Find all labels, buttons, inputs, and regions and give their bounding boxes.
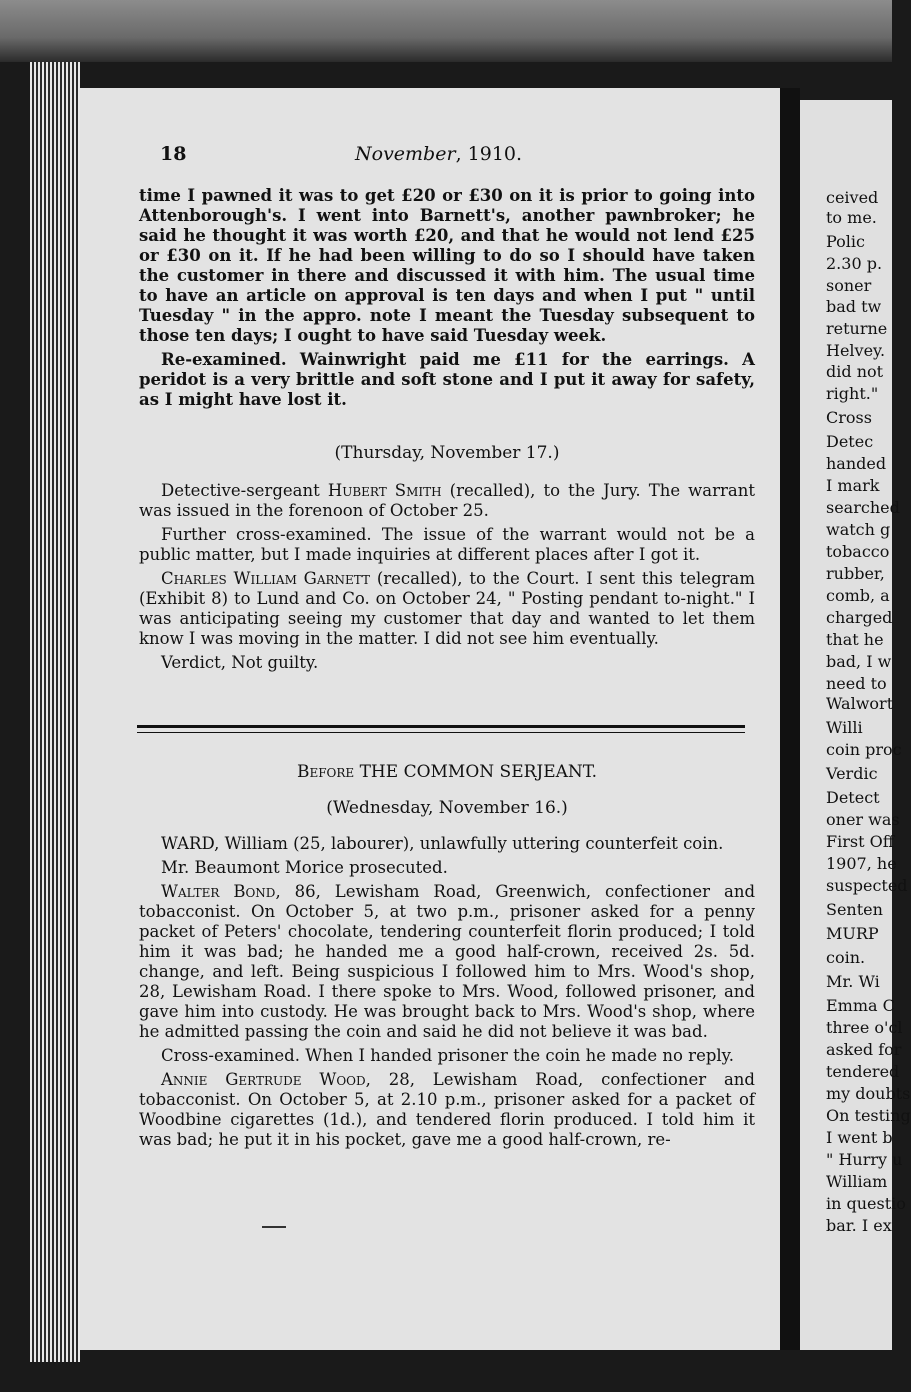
testimony-continuation: [139, 186, 755, 414]
right-page-line: Emma C: [826, 996, 895, 1015]
right-page-line: 2.30 p.: [826, 254, 883, 273]
right-page-line: three o'cl: [826, 1018, 903, 1037]
page-date: November, 1910.: [355, 143, 523, 165]
common-serjeant-section: [139, 762, 755, 1154]
verdict: Verdict, Not guilty.: [161, 653, 319, 672]
right-page-line: Detec: [826, 432, 874, 451]
right-page-line: watch g: [826, 520, 891, 539]
right-page-line: Polic: [826, 232, 865, 251]
right-page-line: bar. I ex: [826, 1216, 892, 1235]
right-page-line: in questio: [826, 1194, 906, 1213]
date-heading: (Wednesday, November 16.): [326, 798, 568, 818]
paragraph: time I pawned it was to get £20 or £30 on it is prior to going into Attenborough's. I went into Barnett's, another pawnbroker; he said he thought it was worth £20, and that he would not lend £25 or £30 on it. If he had been willing to do so I should have taken the customer in there and discussed it with him. The usual time to have an article on approval is ten days and when I put " until Tuesday " in the appro. note I meant the Tuesday subsequent to those ten days; I ought to have said Tuesday week.: [139, 186, 755, 345]
section-divider: [137, 732, 745, 733]
right-page-line: bad tw: [826, 297, 882, 316]
scan-background-top: [0, 0, 892, 62]
right-page-line: to me.: [826, 208, 877, 227]
paragraph: Re-examined. Wainwright paid me £11 for the earrings. A peridot is a very brittle and soft stone and I put it away for safety, as I might have lost it.: [139, 350, 755, 409]
right-page-line: tendered: [826, 1062, 900, 1081]
book-page-edges: [30, 62, 80, 1362]
right-page-line: First Off: [826, 832, 895, 851]
right-page-fragment: [800, 100, 911, 1350]
right-page-line: Cross: [826, 408, 872, 427]
right-page-line: MURP: [826, 924, 879, 943]
right-page-line: Senten: [826, 900, 883, 919]
footer-mark: [262, 1226, 286, 1228]
right-page-line: Willi: [826, 718, 863, 737]
thursday-section: [139, 443, 755, 677]
section-divider: [137, 725, 745, 728]
witness-name: Walter Bond: [161, 882, 276, 901]
paragraph: Walter Bond, 86, Lewisham Road, Greenwich, confectioner and tobacconist. On October 5, at two p.m., prisoner asked for a penny packet of Peters' chocolate, tendering counterfeit florin produced; I told him it was bad; he handed me a good half-crown, received 2s. 5d. change, and left. Being suspicious I followed him to Mrs. Wood's shop, 28, Lewisham Road. I there spoke to Mrs. Wood, followed prisoner, and gave him into custody. He was brought back to Mrs. Wood's shop, where he admitted passing the coin and said he did not believe it was bad.: [139, 882, 756, 1041]
prosecutor-line: Mr. Beaumont Morice prosecuted.: [161, 858, 448, 877]
right-page-line: that he: [826, 630, 884, 649]
right-page-line: Helvey.: [826, 341, 886, 360]
right-page-line: " Hurry u: [826, 1150, 903, 1169]
paragraph: Annie Gertrude Wood, 28, Lewisham Road, confectioner and tobacconist. On October 5, at 2.10 p.m., prisoner asked for a packet of Woodbine cigarettes (1d.), and tendered florin produced. I told him it was bad; he put it in his pocket, gave me a good half-crown, re-: [139, 1070, 755, 1149]
paragraph: Cross-examined. When I handed prisoner the coin he made no reply.: [161, 1046, 735, 1065]
right-page-line: bad, I w: [826, 652, 892, 671]
right-page-line: searched: [826, 498, 900, 517]
right-page-line: tobacco: [826, 542, 890, 561]
right-page-line: Verdic: [826, 764, 878, 783]
right-page-line: comb, a: [826, 586, 890, 605]
right-page-line: need to: [826, 674, 887, 693]
right-page-line: right.": [826, 384, 879, 403]
right-page-line: rubber,: [826, 564, 885, 583]
right-page-line: 1907, he: [826, 854, 897, 873]
right-page-line: I mark: [826, 476, 880, 495]
right-page-line: suspected: [826, 876, 908, 895]
case-heading: WARD, William (25, labourer), unlawfully uttering counterfeit coin.: [161, 834, 724, 853]
right-page-line: returne: [826, 319, 888, 338]
right-page-line: coin.: [826, 948, 866, 967]
court-heading: Before THE COMMON SERJEANT.: [296, 762, 598, 782]
paragraph: Charles William Garnett (recalled), to the Court. I sent this telegram (Exhibit 8) to Lund and Co. on October 24, " Posting pendant to-night." I was anticipating seeing my customer that day and wanted to let them know I was moving in the matter. I did not see him eventually.: [139, 569, 755, 648]
right-page-line: coin proc: [826, 740, 902, 759]
right-page-line: Walwort: [826, 694, 894, 713]
page-header: [160, 143, 760, 169]
witness-name: Charles William Garnett: [161, 569, 371, 588]
paragraph: Further cross-examined. The issue of the warrant would not be a public matter, but I made inquiries at different places after I got it.: [139, 525, 755, 564]
page-number: 18: [160, 143, 187, 165]
right-page-line: William: [826, 1172, 888, 1191]
witness-name: Annie Gertrude Wood: [161, 1070, 366, 1089]
right-page-line: Detect: [826, 788, 880, 807]
right-page-line: soner: [826, 276, 872, 295]
date-heading: (Thursday, November 17.): [334, 443, 560, 463]
right-page-line: handed: [826, 454, 887, 473]
right-page-line: On testing: [826, 1106, 911, 1125]
paragraph: Detective-sergeant Hubert Smith (recalled), to the Jury. The warrant was issued in the forenoon of October 25.: [139, 481, 755, 520]
right-page-line: I went b: [826, 1128, 893, 1147]
book-gutter: [780, 88, 800, 1350]
right-page-line: oner was: [826, 810, 900, 829]
right-page-line: ceived: [826, 188, 879, 207]
right-page-line: did not: [826, 362, 884, 381]
witness-name: Hubert Smith: [327, 481, 442, 500]
right-page-line: Mr. Wi: [826, 972, 880, 991]
right-page-line: my doubts: [826, 1084, 911, 1103]
right-page-line: asked for: [826, 1040, 902, 1059]
right-page-line: charged: [826, 608, 893, 627]
